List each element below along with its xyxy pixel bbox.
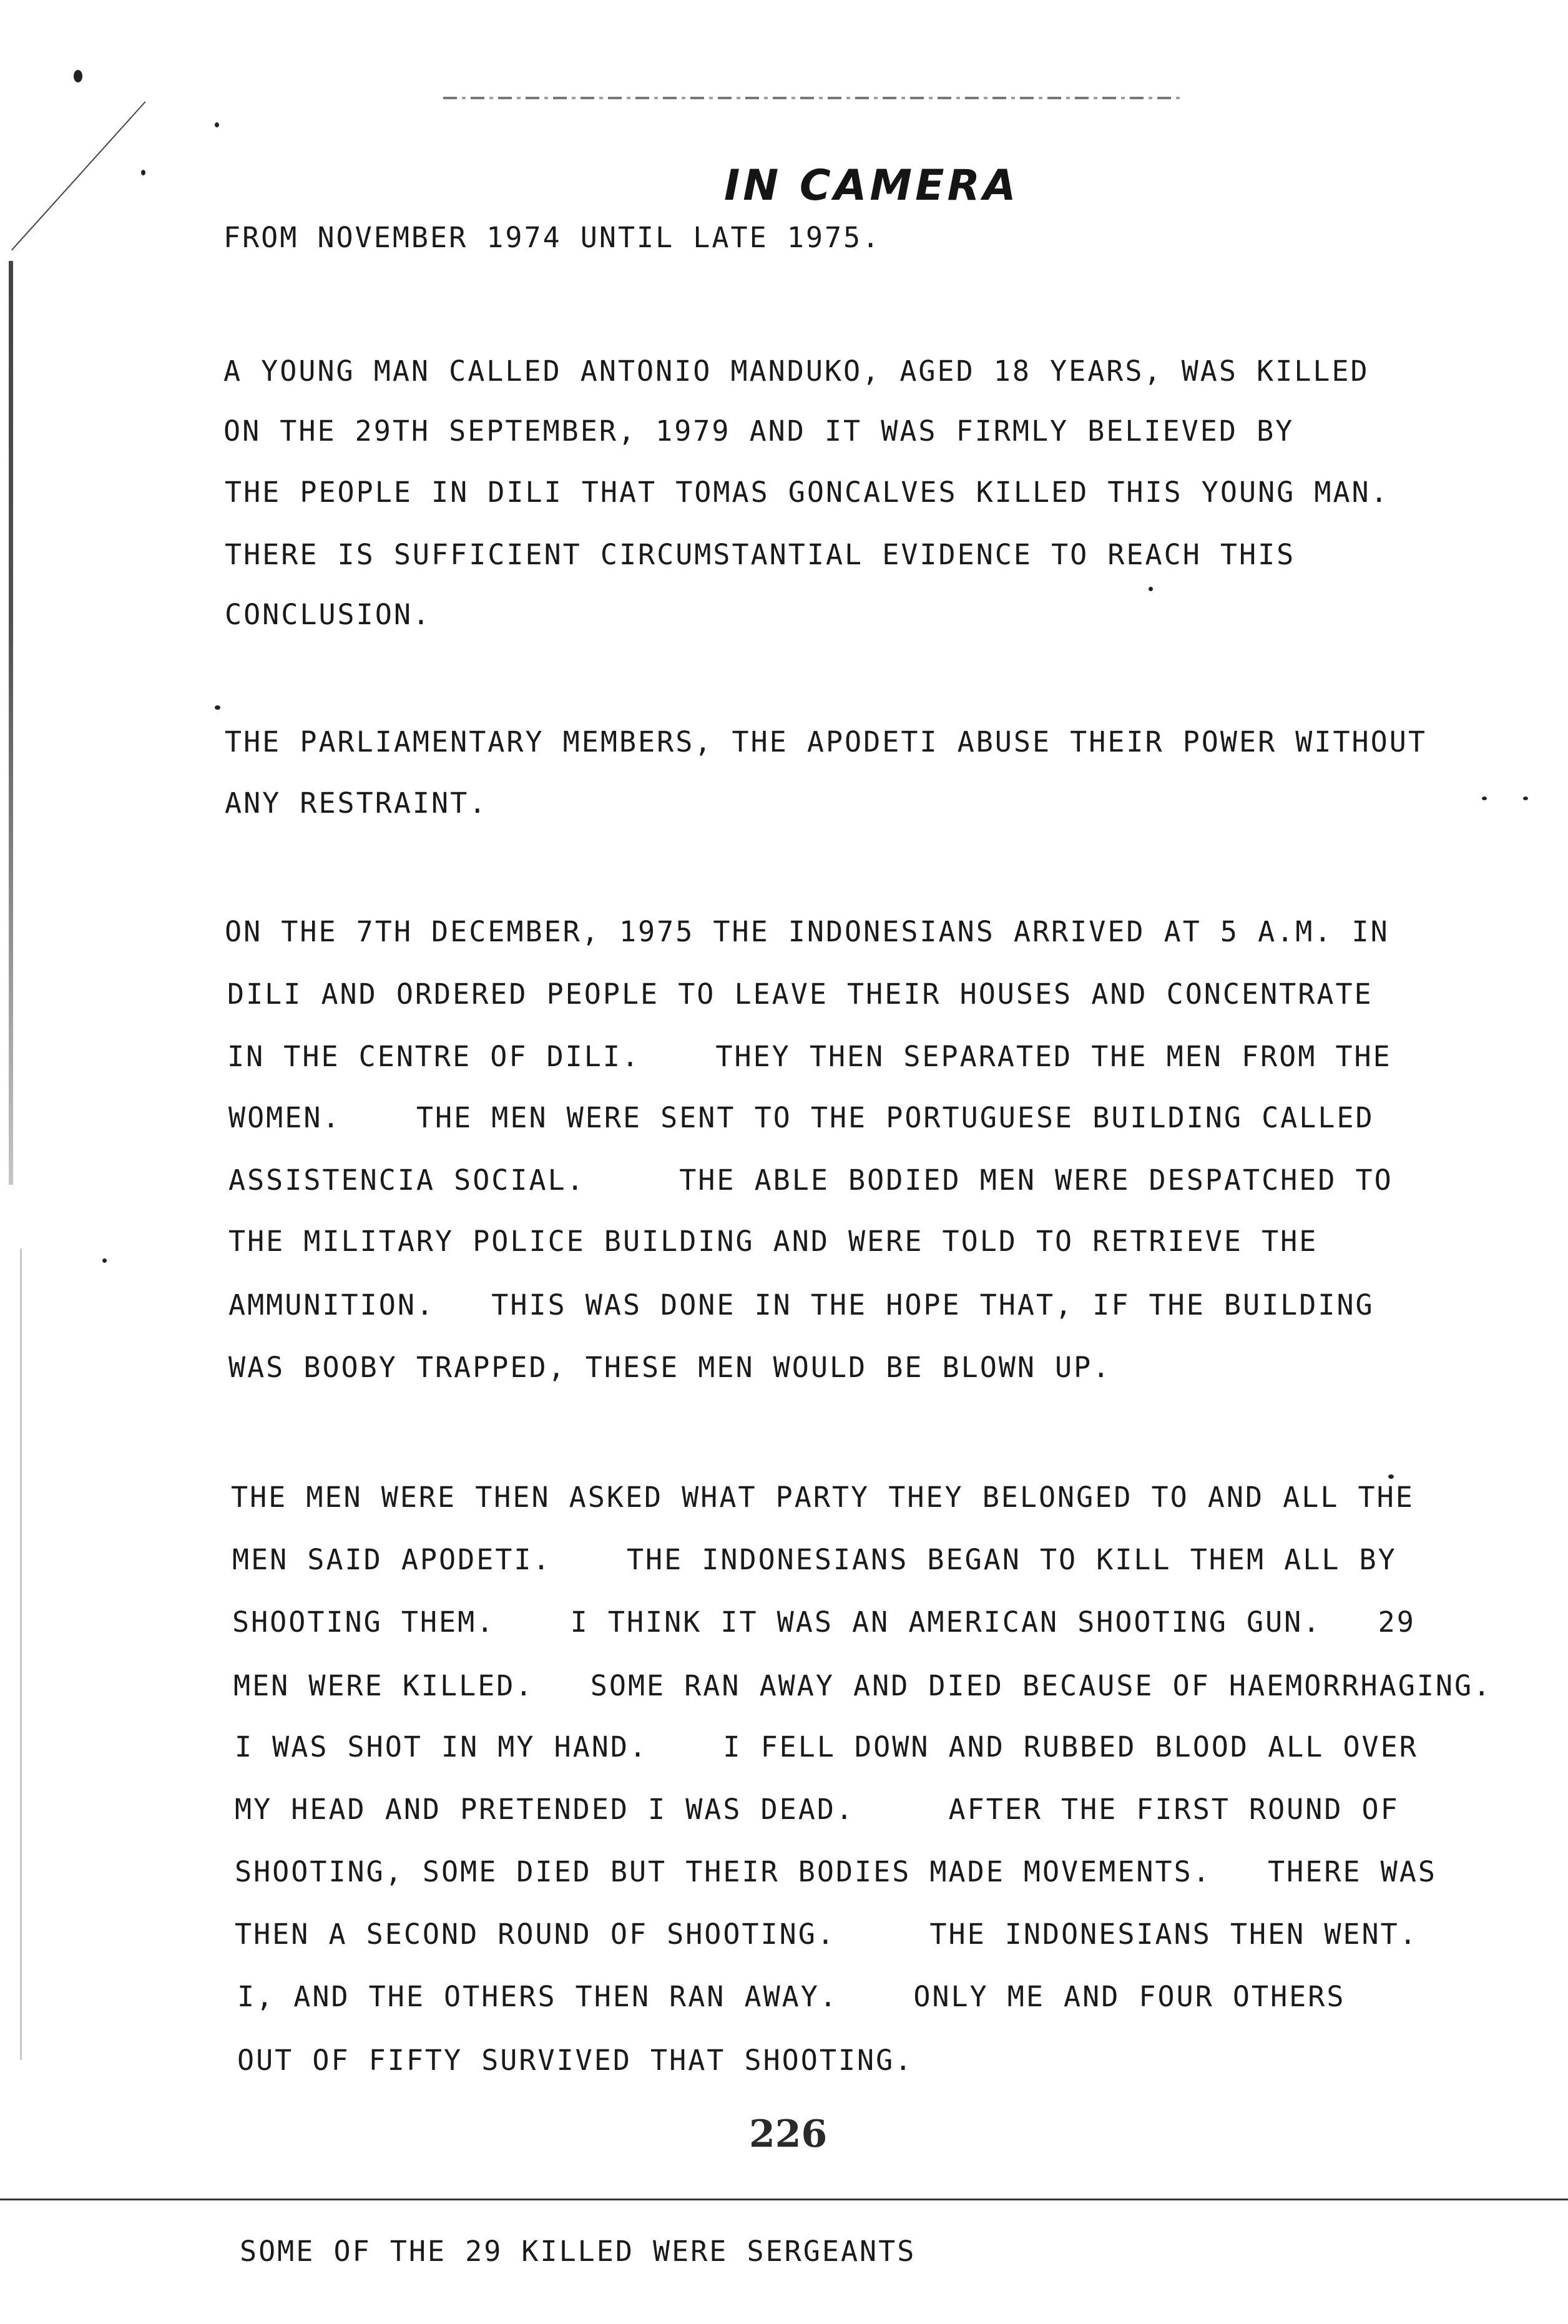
scan-speck	[1149, 587, 1153, 591]
text-line: THERE IS SUFFICIENT CIRCUMSTANTIAL EVIDENCE TO REACH THIS	[225, 538, 1296, 571]
page-number: 226	[749, 2112, 828, 2156]
text-line: I, AND THE OTHERS THEN RAN AWAY. ONLY ME AND FOUR OTHERS	[237, 1980, 1346, 2013]
cutoff-text: SOME OF THE 29 KILLED WERE SERGEANTS	[240, 2235, 916, 2268]
text-line: THE PARLIAMENTARY MEMBERS, THE APODETI ABUSE THEIR POWER WITHOUT	[225, 725, 1427, 758]
text-line: IN THE CENTRE OF DILI. THEY THEN SEPARATED THE MEN FROM THE	[227, 1040, 1392, 1073]
text-line: ON THE 7TH DECEMBER, 1975 THE INDONESIANS ARRIVED AT 5 A.M. IN	[225, 915, 1389, 948]
scan-speck	[215, 705, 220, 710]
scan-speck	[102, 1258, 107, 1263]
text-line: THE PEOPLE IN DILI THAT TOMAS GONCALVES KILLED THIS YOUNG MAN.	[225, 476, 1389, 509]
text-line: DILI AND ORDERED PEOPLE TO LEAVE THEIR HOUSES AND CONCENTRATE	[227, 978, 1373, 1011]
scan-left-edge-faint	[20, 1248, 22, 2060]
scan-left-edge	[9, 261, 13, 1185]
scan-speck	[1523, 797, 1528, 800]
scan-diagonal-mark	[11, 101, 146, 250]
text-line: THEN A SECOND ROUND OF SHOOTING. THE INDONESIANS THEN WENT.	[235, 1918, 1418, 1951]
text-line: MEN SAID APODETI. THE INDONESIANS BEGAN TO KILL THEM ALL BY	[232, 1543, 1397, 1576]
text-line: WOMEN. THE MEN WERE SENT TO THE PORTUGUESE BUILDING CALLED	[228, 1101, 1374, 1134]
scan-top-rule	[443, 97, 1180, 99]
scan-speck	[1388, 1474, 1394, 1479]
text-line: FROM NOVEMBER 1974 UNTIL LATE 1975.	[223, 221, 881, 254]
cutoff-text-line	[240, 2181, 916, 2268]
text-line: OUT OF FIFTY SURVIVED THAT SHOOTING.	[237, 2044, 914, 2077]
in-camera-stamp: IN CAMERA	[724, 161, 1019, 210]
text-line: A YOUNG MAN CALLED ANTONIO MANDUKO, AGED 18 YEARS, WAS KILLED	[223, 355, 1370, 388]
scan-speck	[141, 170, 145, 175]
text-line: MEN WERE KILLED. SOME RAN AWAY AND DIED BECAUSE OF HAEMORRHAGING.	[233, 1669, 1492, 1702]
text-line: ASSISTENCIA SOCIAL. THE ABLE BODIED MEN WERE DESPATCHED TO	[228, 1164, 1393, 1197]
text-line: SHOOTING, SOME DIED BUT THEIR BODIES MADE MOVEMENTS. THERE WAS	[235, 1855, 1437, 1888]
text-line: THE MEN WERE THEN ASKED WHAT PARTY THEY BELONGED TO AND ALL THE	[231, 1481, 1414, 1514]
text-line: ON THE 29TH SEPTEMBER, 1979 AND IT WAS FIRMLY BELIEVED BY	[223, 414, 1295, 448]
text-line: SHOOTING THEM. I THINK IT WAS AN AMERICAN SHOOTING GUN. 29	[232, 1606, 1416, 1639]
text-line: I WAS SHOT IN MY HAND. I FELL DOWN AND RUBBED BLOOD ALL OVER	[235, 1730, 1418, 1763]
text-line: AMMUNITION. THIS WAS DONE IN THE HOPE THAT, IF THE BUILDING	[228, 1288, 1374, 1321]
scan-speck	[215, 122, 219, 127]
text-line: MY HEAD AND PRETENDED I WAS DEAD. AFTER THE FIRST ROUND OF	[235, 1793, 1399, 1826]
text-line: WAS BOOBY TRAPPED, THESE MEN WOULD BE BLOWN UP.	[228, 1351, 1112, 1384]
text-line: THE MILITARY POLICE BUILDING AND WERE TOLD TO RETRIEVE THE	[228, 1225, 1318, 1258]
scan-speck	[74, 70, 82, 82]
scan-speck	[1482, 797, 1487, 800]
text-line: ANY RESTRAINT.	[225, 787, 488, 820]
text-line: CONCLUSION.	[225, 598, 432, 631]
